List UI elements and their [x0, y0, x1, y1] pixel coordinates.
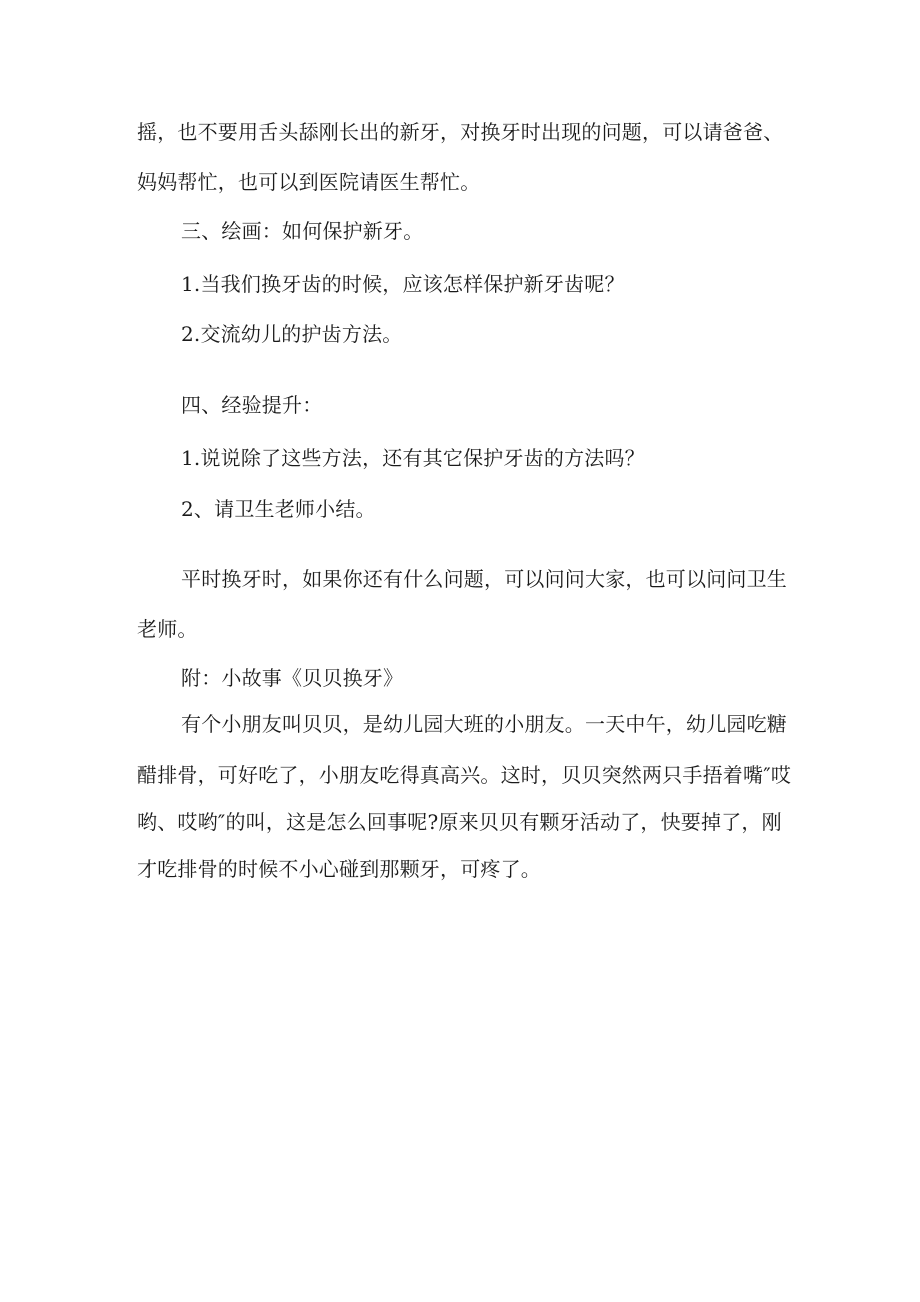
list-item: 2.交流幼儿的护齿方法。 — [181, 322, 403, 346]
paragraph-line: 才吃排骨的时候不小心碰到那颗牙，可疼了。 — [137, 857, 541, 881]
paragraph-line: 妈妈帮忙，也可以到医院请医生帮忙。 — [137, 170, 481, 194]
section-heading: 四、经验提升： — [181, 393, 323, 417]
paragraph-line: 平时换牙时，如果你还有什么问题，可以问问大家，也可以问问卫生 — [181, 567, 787, 591]
paragraph-line: 摇，也不要用舌头舔刚长出的新牙，对换牙时出现的问题，可以请爸爸、 — [137, 120, 784, 144]
paragraph-line: 哟、哎哟″的叫，这是怎么回事呢?原来贝贝有颗牙活动了，快要掉了，刚 — [137, 810, 782, 834]
paragraph-line: 老师。 — [137, 617, 198, 641]
section-heading: 三、绘画：如何保护新牙。 — [181, 219, 424, 243]
list-item: 1.当我们换牙齿的时候，应该怎样保护新牙齿呢？ — [181, 272, 625, 296]
paragraph-line: 醋排骨，可好吃了，小朋友吃得真高兴。这时，贝贝突然两只手捂着嘴″哎 — [137, 763, 792, 787]
paragraph-line: 有个小朋友叫贝贝，是幼儿园大班的小朋友。一天中午，幼儿园吃糖 — [181, 712, 787, 736]
appendix-heading: 附：小故事《贝贝换牙》 — [181, 666, 404, 690]
list-item: 1.说说除了这些方法，还有其它保护牙齿的方法吗？ — [181, 446, 645, 470]
list-item: 2、请卫生老师小结。 — [181, 497, 376, 521]
